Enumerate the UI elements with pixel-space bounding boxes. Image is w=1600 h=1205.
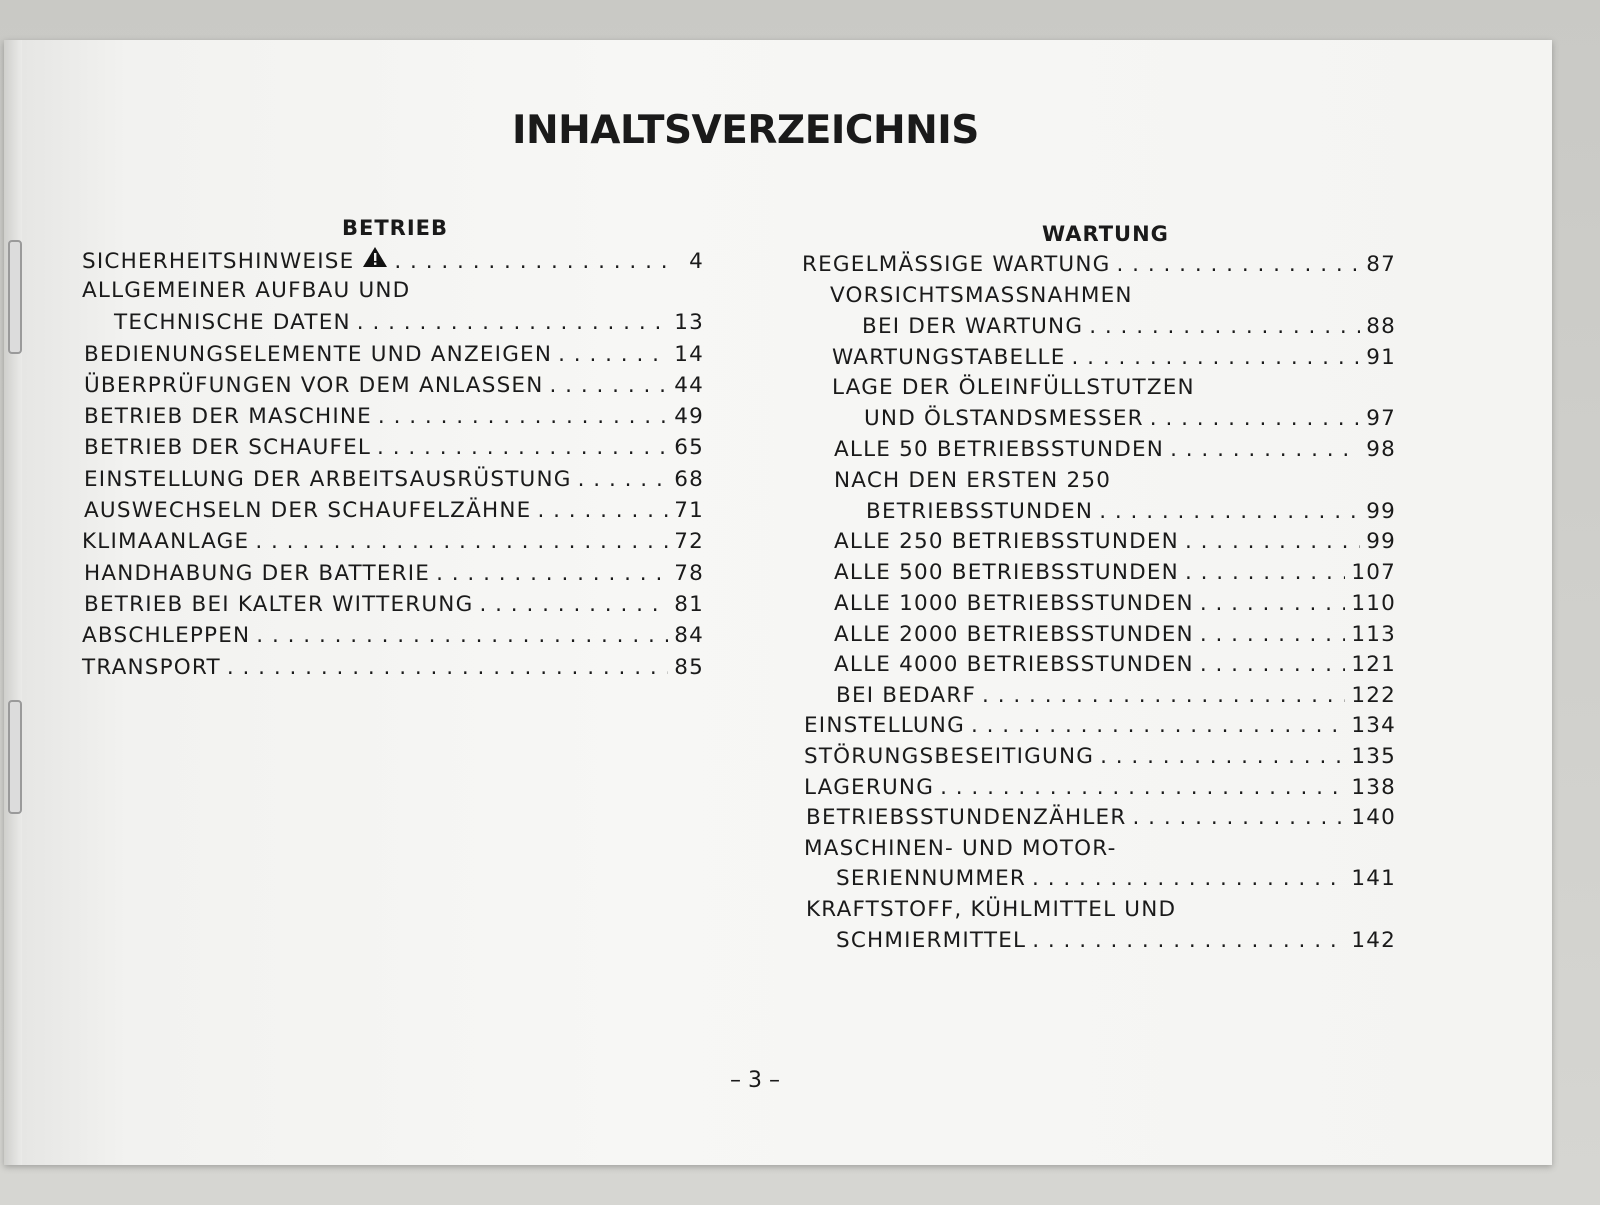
toc-entry[interactable]: [84, 435, 704, 467]
toc-entry-page: 134: [1351, 713, 1396, 738]
toc-leader-dots: [436, 561, 668, 586]
toc-leader-dots: [1200, 622, 1346, 647]
toc-entry-label: ALLE 500 BETRIEBSSTUNDEN: [834, 560, 1179, 585]
toc-entry-page: 85: [674, 655, 704, 680]
toc-entry-page: 110: [1351, 591, 1396, 616]
toc-entry[interactable]: [84, 467, 704, 499]
toc-entry[interactable]: [84, 342, 704, 374]
toc-entry-page: 65: [674, 435, 704, 460]
toc-entry[interactable]: [84, 561, 704, 593]
toc-entry[interactable]: [864, 406, 1396, 438]
toc-entry[interactable]: [832, 375, 1396, 407]
toc-entry-label: SICHERHEITSHINWEISE: [82, 249, 355, 274]
toc-entry-page: 99: [1366, 499, 1396, 524]
toc-entry-page: 4: [689, 249, 704, 274]
toc-entry-label: BEI DER WARTUNG: [862, 314, 1084, 339]
toc-entry[interactable]: [82, 655, 704, 687]
toc-entry-page: 84: [674, 623, 704, 648]
toc-leader-dots: [1089, 314, 1360, 339]
toc-entry-label: KLIMAANLAGE: [82, 529, 250, 554]
toc-entry-page: 107: [1351, 560, 1396, 585]
toc-entry[interactable]: [862, 314, 1396, 346]
toc-entry-label: HANDHABUNG DER BATTERIE: [84, 561, 431, 586]
toc-leader-dots: [255, 529, 668, 554]
toc-entry-label: ALLE 1000 BETRIEBSSTUNDEN: [834, 591, 1194, 616]
toc-entry-page: 142: [1351, 928, 1396, 953]
toc-entry-label: MASCHINEN- UND MOTOR-: [804, 836, 1117, 861]
toc-entry-page: 44: [674, 373, 704, 398]
toc-leader-dots: [971, 713, 1345, 738]
toc-entry[interactable]: [82, 529, 704, 561]
toc-entry[interactable]: [804, 713, 1396, 745]
toc-entry-page: 91: [1366, 345, 1396, 370]
toc-entry[interactable]: [806, 897, 1396, 929]
toc-entry[interactable]: [834, 529, 1396, 561]
toc-entry-page: 122: [1351, 683, 1396, 708]
binding-edge: [4, 40, 22, 1165]
toc-entry-label: STÖRUNGSBESEITIGUNG: [804, 744, 1095, 769]
toc-leader-dots: [1117, 252, 1361, 277]
toc-entry[interactable]: [84, 373, 704, 405]
toc-entry-label: ALLE 4000 BETRIEBSSTUNDEN: [834, 652, 1194, 677]
toc-entry-label: SERIENNUMMER: [836, 866, 1027, 891]
toc-entry-page: 135: [1351, 744, 1396, 769]
warning-triangle-icon: [362, 246, 388, 268]
toc-entry-label: UND ÖLSTANDSMESSER: [864, 406, 1144, 431]
toc-leader-dots: [357, 310, 668, 335]
toc-entry[interactable]: [834, 560, 1396, 592]
toc-entry-page: 81: [674, 592, 704, 617]
toc-leader-dots: [1185, 529, 1360, 554]
toc-entry-label: EINSTELLUNG DER ARBEITSAUSRÜSTUNG: [84, 467, 572, 492]
toc-leader-dots: [558, 342, 668, 367]
staple: [8, 700, 22, 814]
toc-entry-page: 14: [674, 342, 704, 367]
toc-entry[interactable]: [836, 928, 1396, 960]
toc-leader-dots: [1071, 345, 1360, 370]
toc-leader-dots: [1150, 406, 1360, 431]
toc-entry[interactable]: [804, 744, 1396, 776]
toc-entry[interactable]: [832, 345, 1396, 377]
toc-entry[interactable]: [84, 498, 704, 530]
toc-leader-dots: [1032, 928, 1345, 953]
toc-entry-page: 68: [674, 467, 704, 492]
toc-leader-dots: [1032, 866, 1345, 891]
toc-entry-label: ALLE 50 BETRIEBSSTUNDEN: [834, 437, 1165, 462]
toc-entry[interactable]: [834, 437, 1396, 469]
toc-entry-page: 71: [674, 498, 704, 523]
toc-entry-label: WARTUNGSTABELLE: [832, 345, 1066, 370]
toc-leader-dots: [1200, 591, 1346, 616]
toc-entry[interactable]: [82, 623, 704, 655]
toc-entry-label: BETRIEB BEI KALTER WITTERUNG: [84, 592, 474, 617]
toc-entry-label: LAGERUNG: [804, 775, 935, 800]
toc-entry[interactable]: [834, 622, 1396, 654]
toc-entry-label: BETRIEBSSTUNDEN: [866, 499, 1094, 524]
toc-entry[interactable]: [806, 805, 1396, 837]
toc-entry-page: 138: [1351, 775, 1396, 800]
page-title: INHALTSVERZEICHNIS: [512, 108, 979, 153]
toc-entry-label: TRANSPORT: [82, 655, 221, 680]
toc-leader-dots: [394, 249, 670, 274]
toc-leader-dots: [940, 775, 1345, 800]
toc-entry-label: BETRIEBSSTUNDENZÄHLER: [806, 805, 1127, 830]
toc-entry[interactable]: [834, 591, 1396, 623]
toc-leader-dots: [479, 592, 668, 617]
toc-entry-page: 99: [1366, 529, 1396, 554]
toc-entry-label: AUSWECHSELN DER SCHAUFELZÄHNE: [84, 498, 532, 523]
toc-leader-dots: [256, 623, 668, 648]
section-heading-wartung: WARTUNG: [1042, 222, 1169, 246]
toc-entry-label: TECHNISCHE DATEN: [114, 310, 351, 335]
toc-entry-label: ALLE 250 BETRIEBSSTUNDEN: [834, 529, 1179, 554]
toc-leader-dots: [578, 467, 669, 492]
toc-entry-page: 87: [1366, 252, 1396, 277]
toc-entry-label: ALLE 2000 BETRIEBSSTUNDEN: [834, 622, 1194, 647]
toc-leader-dots: [377, 435, 668, 460]
toc-entry-page: 121: [1351, 652, 1396, 677]
toc-entry[interactable]: [84, 592, 704, 624]
toc-entry-label: EINSTELLUNG: [804, 713, 965, 738]
toc-entry-label: LAGE DER ÖLEINFÜLLSTUTZEN: [832, 375, 1195, 400]
toc-entry-label: KRAFTSTOFF, KÜHLMITTEL UND: [806, 897, 1177, 922]
toc-entry-label: BEDIENUNGSELEMENTE UND ANZEIGEN: [84, 342, 553, 367]
staple: [8, 240, 22, 354]
toc-entry-page: 98: [1366, 437, 1396, 462]
toc-entry-label: ÜBERPRÜFUNGEN VOR DEM ANLASSEN: [84, 373, 544, 398]
toc-entry[interactable]: [866, 499, 1396, 531]
toc-entry[interactable]: [82, 246, 704, 278]
page-number: – 3 –: [730, 1068, 780, 1093]
toc-entry[interactable]: [830, 283, 1396, 315]
toc-leader-dots: [982, 683, 1345, 708]
toc-entry[interactable]: [834, 652, 1396, 684]
toc-entry-label: BETRIEB DER MASCHINE: [84, 404, 372, 429]
toc-entry[interactable]: [802, 252, 1396, 284]
toc-entry-label: VORSICHTSMASSNAHMEN: [830, 283, 1133, 308]
toc-entry-label: SCHMIERMITTEL: [836, 928, 1027, 953]
toc-leader-dots: [378, 404, 668, 429]
toc-entry-page: 113: [1351, 622, 1396, 647]
toc-entry-page: 97: [1366, 406, 1396, 431]
toc-entry-page: 140: [1351, 805, 1396, 830]
toc-entry[interactable]: [84, 404, 704, 436]
toc-entry[interactable]: [114, 310, 704, 342]
toc-leader-dots: [1132, 805, 1345, 830]
toc-entry-page: 13: [674, 310, 704, 335]
toc-entry[interactable]: [834, 468, 1396, 500]
toc-leader-dots: [537, 498, 668, 523]
toc-entry-page: 49: [674, 404, 704, 429]
toc-entry-label: NACH DEN ERSTEN 250: [834, 468, 1112, 493]
toc-entry-page: 88: [1366, 314, 1396, 339]
toc-entry[interactable]: [836, 683, 1396, 715]
toc-entry-label: ALLGEMEINER AUFBAU UND: [82, 278, 411, 303]
toc-entry-label: BETRIEB DER SCHAUFEL: [84, 435, 372, 460]
toc-entry[interactable]: [836, 866, 1396, 898]
toc-leader-dots: [1170, 437, 1360, 462]
toc-entry-label: REGELMÄSSIGE WARTUNG: [802, 252, 1111, 277]
toc-leader-dots: [1200, 652, 1346, 677]
toc-entry-label: ABSCHLEPPEN: [82, 623, 251, 648]
section-heading-betrieb: BETRIEB: [342, 216, 449, 240]
toc-leader-dots: [1185, 560, 1345, 585]
toc-entry-label: BEI BEDARF: [836, 683, 977, 708]
toc-entry[interactable]: [804, 836, 1396, 868]
toc-entry[interactable]: [804, 775, 1396, 807]
toc-entry[interactable]: [82, 278, 704, 310]
toc-entry-page: 78: [674, 561, 704, 586]
toc-leader-dots: [549, 373, 668, 398]
toc-leader-dots: [227, 655, 668, 680]
toc-leader-dots: [1100, 744, 1345, 769]
toc-entry-page: 72: [674, 529, 704, 554]
toc-leader-dots: [1099, 499, 1360, 524]
toc-entry-page: 141: [1351, 866, 1396, 891]
